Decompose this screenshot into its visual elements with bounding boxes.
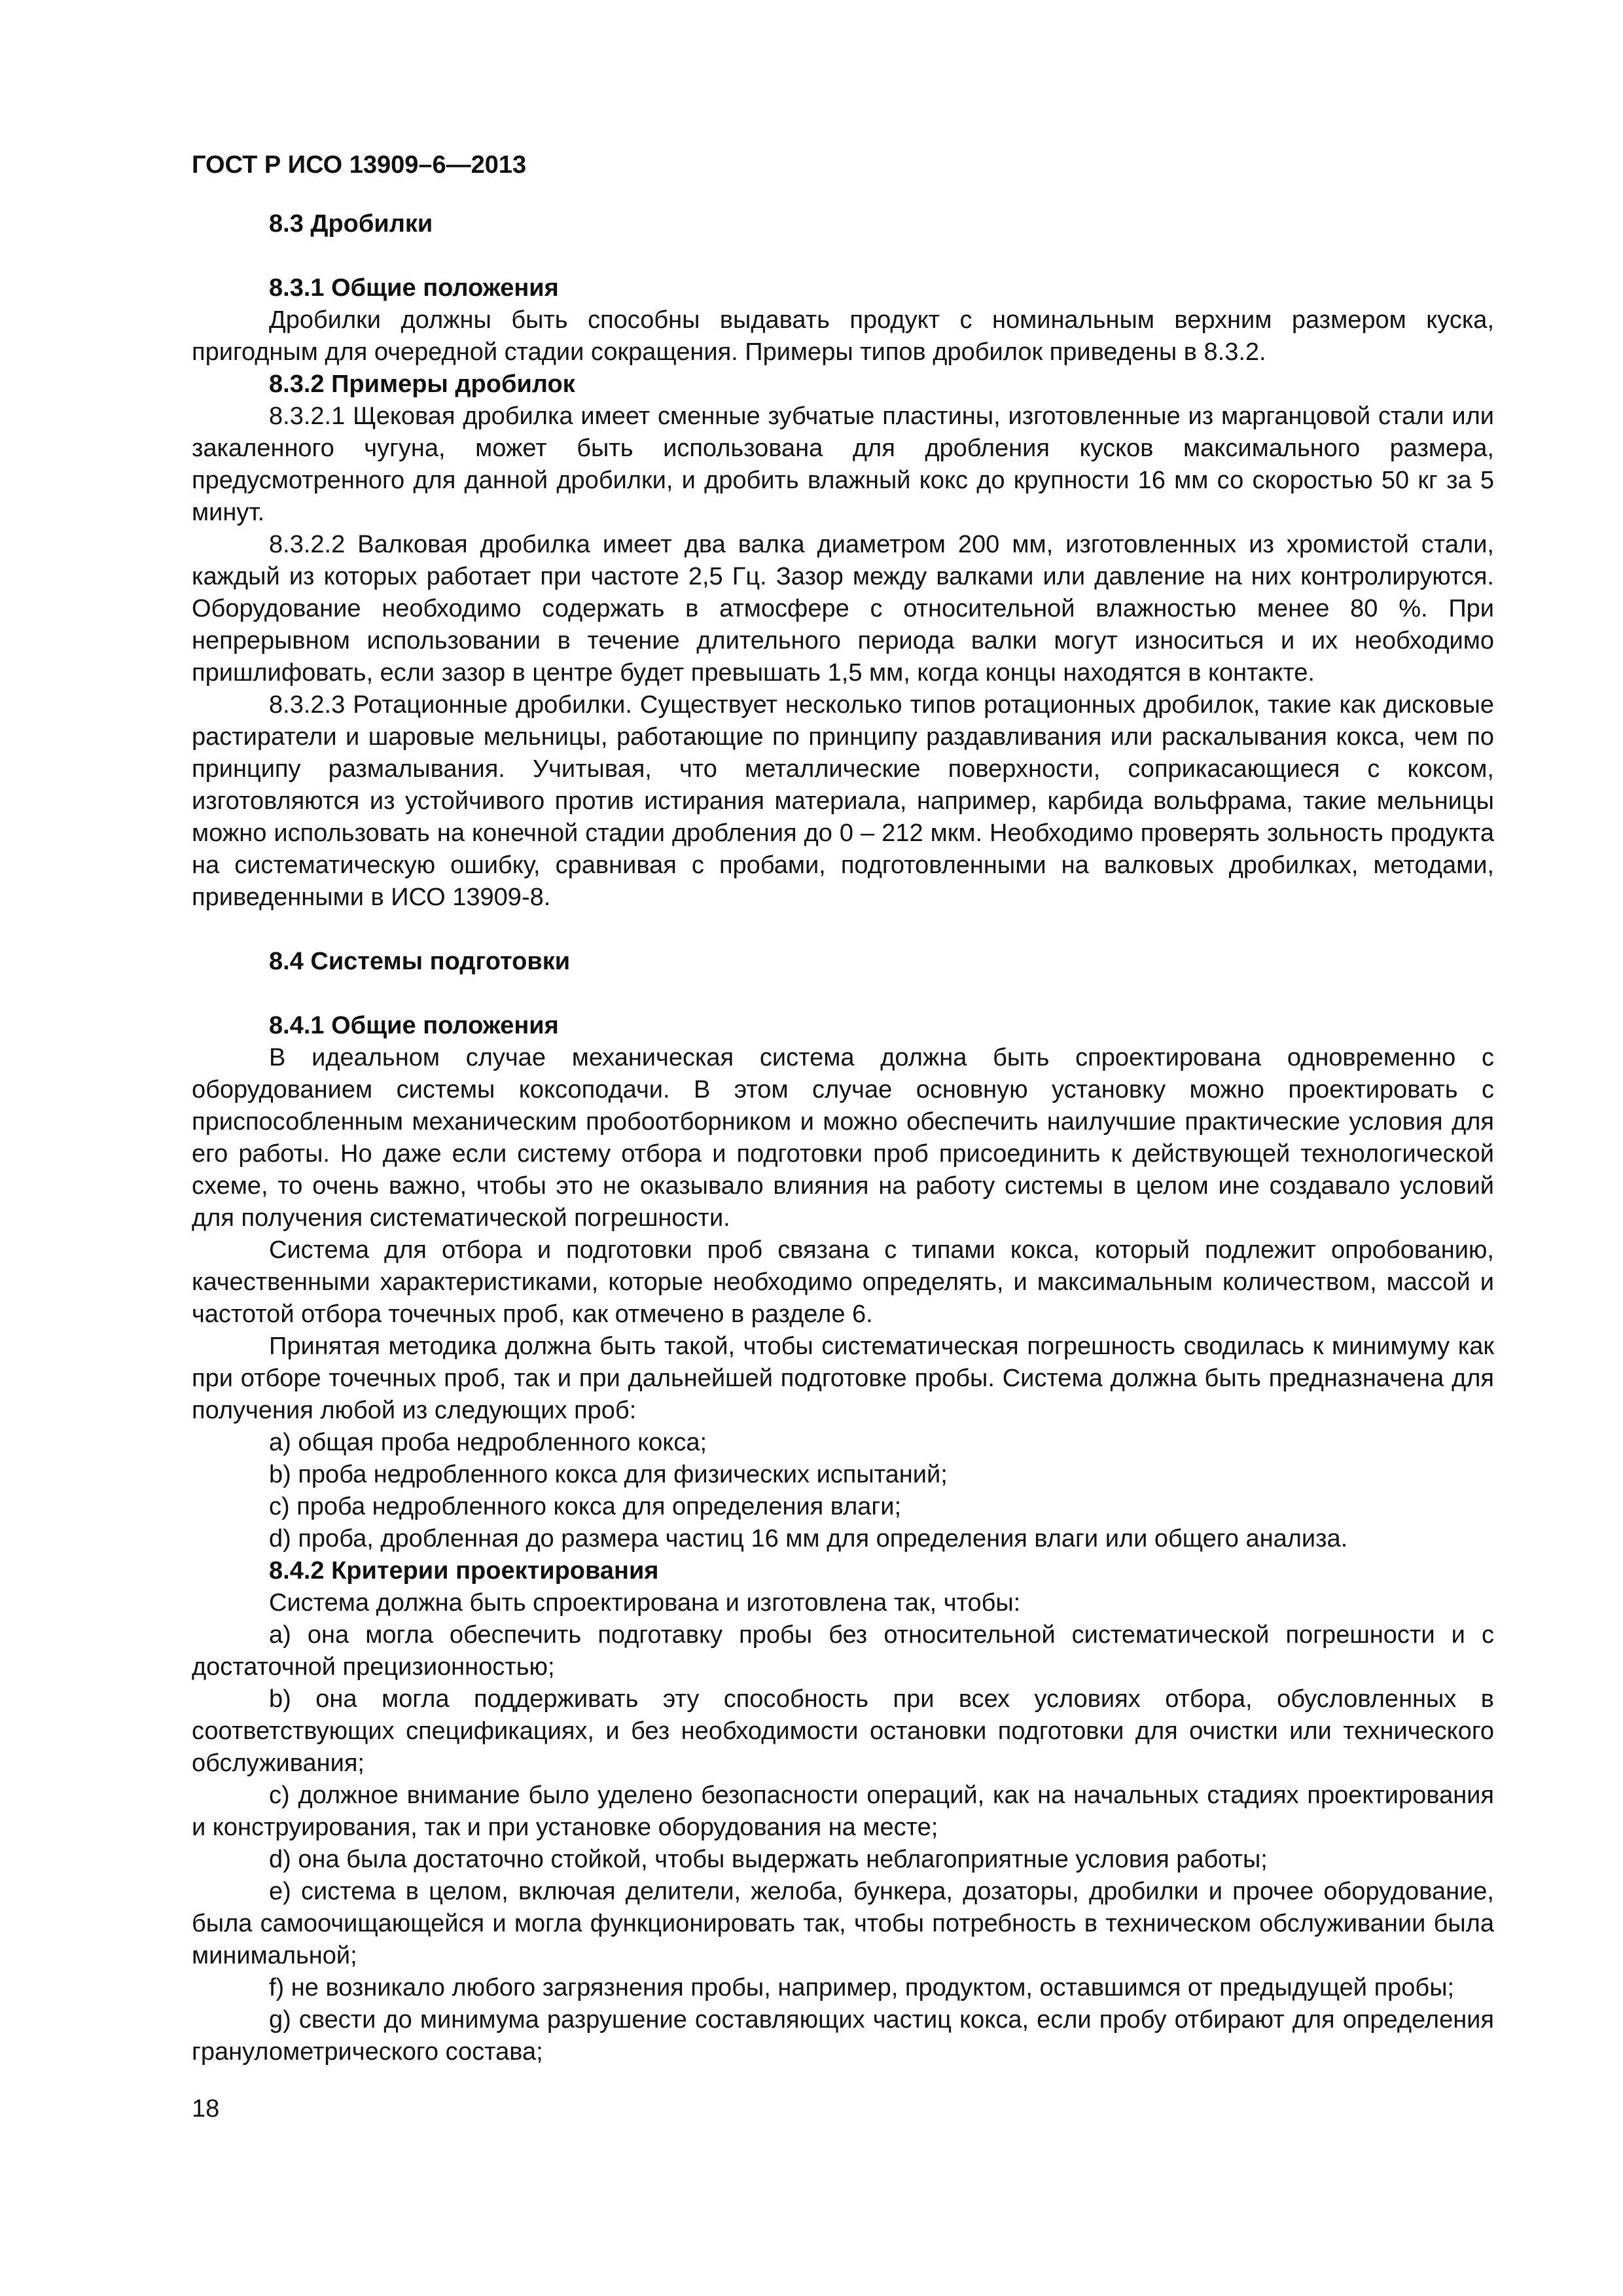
paragraph: Система должна быть спроектирована и изготовлена так, чтобы: [269,1589,1021,1617]
list-item: e) система в целом, включая делители, желоба, бункера, дозаторы, дробилки и прочее оборудование, была самоочищающейся и могла функционировать так, чтобы потребность в техническом обслуживании была минимальной; [192,1878,1494,1969]
document-header: ГОСТ Р ИСО 13909–6—2013 [192,151,527,179]
section-title-8-3-2: 8.3.2 Примеры дробилок [269,370,575,398]
section-title-8-4-1: 8.4.1 Общие положения [269,1012,559,1039]
list-item: d) она была достаточно стойкой, чтобы выдержать неблагоприятные условия работы; [269,1846,1268,1873]
list-item: c) должное внимание было уделено безопасности операций, как на начальных стадиях проектирования и конструирования, так и при установке оборудования на месте; [192,1782,1494,1841]
paragraph: В идеальном случае механическая система должна быть спроектирована одновременно с оборудованием системы коксоподачи. В этом случае основную установку можно проектировать с приспособленным механическим пробоотборником и можно обеспечить наилучшие практические условия для его работы. Но даже если систему отбора и подготовки проб присоединить к действующей технологической схеме, то очень важно, чтобы это не оказывало влияния на работу системы в целом ине создавало условий для получения систематической погрешности. [192,1044,1494,1232]
list-item: c) проба недробленного кокса для определения влаги; [269,1493,902,1520]
section-title-8-4-2: 8.4.2 Критерии проектирования [269,1557,659,1585]
list-item: b) проба недробленного кокса для физических испытаний; [269,1461,948,1488]
paragraph: 8.3.2.1 Щековая дробилка имеет сменные зубчатые пластины, изготовленные из марганцовой стали или закаленного чугуна, может быть использована для дробления кусков максимального размера, предусмотренного для данной дробилки, и дробить влажный кокс до крупности 16 мм со скоростью 50 кг за 5 минут. [192,403,1494,526]
paragraph: Принятая методика должна быть такой, чтобы систематическая погрешность сводилась к минимуму как при отборе точечных проб, так и при дальнейшей подготовке пробы. Система должна быть предназначена для получения любой из следующих проб: [192,1333,1494,1424]
paragraph: 8.3.2.3 Ротационные дробилки. Существует несколько типов ротационных дробилок, такие как дисковые растиратели и шаровые мельницы, работающие по принципу раздавливания или раскалывания кокса, чем по принципу размалывания. Учитывая, что металлические поверхности, соприкасающиеся с коксом, изготовляются из устойчивого против истирания материала, например, карбида вольфрама, такие мельницы можно использовать на конечной стадии дробления до 0 – 212 мкм. Необходимо проверять зольность продукта на систематическую ошибку, сравнивая с пробами, подготовленными на валковых дробилках, методами, приведенными в ИСО 13909-8. [192,691,1494,911]
section-title-8-3: 8.3 Дробилки [269,210,433,238]
paragraph: 8.3.2.2 Валковая дробилка имеет два валка диаметром 200 мм, изготовленных из хромистой стали, каждый из которых работает при частоте 2,5 Гц. Зазор между валками или давление на них контролируются. Оборудование необходимо содержать в атмосфере с относительной влажностью менее 80 %. При непрерывном использовании в течение длительного периода валки могут износиться и их необходимо пришлифовать, если зазор в центре будет превышать 1,5 мм, когда концы находятся в контакте. [192,531,1494,687]
list-item: g) свести до минимума разрушение составляющих частиц кокса, если пробу отбирают для определения гранулометрического состава; [192,2006,1494,2066]
paragraph: Дробилки должны быть способны выдавать продукт с номинальным верхним размером куска, пригодным для очередной стадии сокращения. Примеры типов дробилок приведены в 8.3.2. [192,306,1494,366]
paragraph: Система для отбора и подготовки проб связана с типами кокса, который подлежит опробованию, качественными характеристиками, которые необходимо определять, и максимальным количеством, массой и частотой отбора точечных проб, как отмечено в разделе 6. [192,1236,1494,1328]
list-item: a) она могла обеспечить подготавку пробы без относительной систематической погрешности и с достаточной прецизионностью; [192,1621,1494,1681]
list-item: f) не возникало любого загрязнения пробы, например, продуктом, оставшимся от предыдущей пробы; [269,1974,1455,2001]
page-number: 18 [192,2095,220,2123]
list-item: a) общая проба недробленного кокса; [269,1429,707,1456]
list-item: b) она могла поддерживать эту способность при всех условиях отбора, обусловленных в соответствующих спецификациях, и без необходимости остановки подготовки для очистки или технического обслуживания; [192,1685,1494,1777]
list-item: d) проба, дробленная до размера частиц 16 мм для определения влаги или общего анализа. [269,1525,1348,1552]
section-title-8-4: 8.4 Системы подготовки [269,948,571,975]
section-title-8-3-1: 8.3.1 Общие положения [269,274,559,302]
document-body [192,208,1494,2068]
